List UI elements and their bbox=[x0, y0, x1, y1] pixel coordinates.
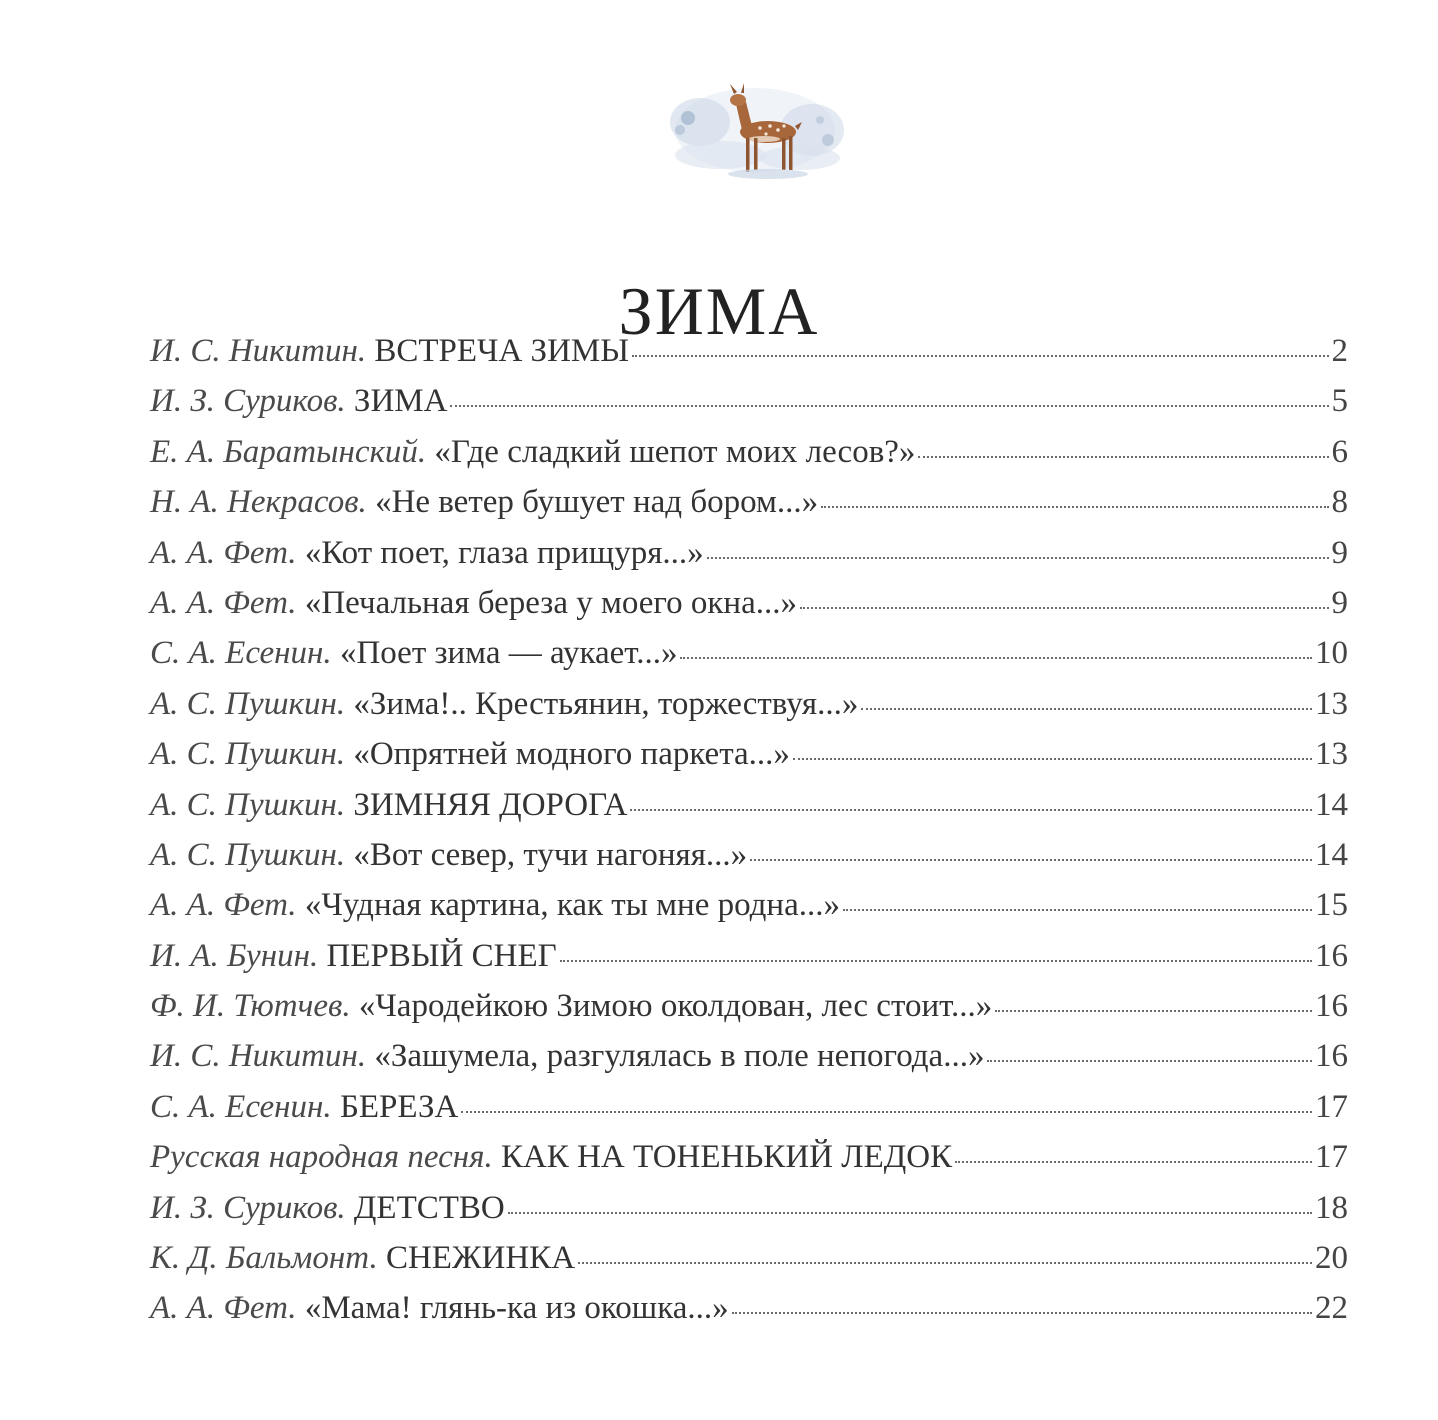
toc-author: А. А. Фет. bbox=[150, 1290, 297, 1327]
toc-page-number: 16 bbox=[1315, 988, 1348, 1025]
toc-entry[interactable] bbox=[150, 780, 1348, 830]
toc-title: «Чудная картина, как ты мне родна...» bbox=[304, 887, 840, 924]
toc-entry[interactable] bbox=[150, 1183, 1348, 1233]
toc-title: «Зашумела, разгулялась в поле непогода...» bbox=[374, 1038, 985, 1075]
toc-title: «Чародейкою Зимою околдован, лес стоит...» bbox=[358, 988, 993, 1025]
toc-entry[interactable] bbox=[150, 1233, 1348, 1283]
toc-entry[interactable] bbox=[150, 880, 1348, 930]
toc-leader-dots bbox=[861, 706, 1312, 710]
toc-page-number: 22 bbox=[1315, 1290, 1348, 1327]
toc-entry[interactable] bbox=[150, 1082, 1348, 1132]
toc-entry[interactable] bbox=[150, 1031, 1348, 1081]
toc-entry[interactable] bbox=[150, 729, 1348, 779]
toc-entry[interactable] bbox=[150, 427, 1348, 477]
toc-entry[interactable] bbox=[150, 628, 1348, 678]
toc-leader-dots bbox=[995, 1008, 1312, 1012]
toc-entry[interactable] bbox=[150, 1283, 1348, 1333]
toc-author: С. А. Есенин. bbox=[150, 635, 332, 672]
deer-icon bbox=[660, 60, 850, 190]
toc-author: И. З. Суриков. bbox=[150, 1189, 346, 1226]
toc-author: С. А. Есенин. bbox=[150, 1088, 332, 1125]
toc-page-number: 16 bbox=[1315, 1038, 1348, 1075]
toc-entry[interactable] bbox=[150, 326, 1348, 376]
toc-leader-dots bbox=[450, 403, 1328, 407]
toc-title: КАК НА ТОНЕНЬКИЙ ЛЕДОК bbox=[500, 1139, 953, 1176]
toc-entry[interactable] bbox=[150, 1132, 1348, 1182]
toc-title: «Кот поет, глаза прищуря...» bbox=[304, 534, 704, 571]
toc-leader-dots bbox=[843, 907, 1312, 911]
toc-title: ПЕРВЫЙ СНЕГ bbox=[326, 937, 557, 974]
toc-title: «Вот север, тучи нагоняя...» bbox=[353, 836, 748, 873]
toc-leader-dots bbox=[955, 1159, 1312, 1163]
toc-leader-dots bbox=[987, 1058, 1312, 1062]
toc-page-number: 16 bbox=[1315, 937, 1348, 974]
toc-page-number: 18 bbox=[1315, 1189, 1348, 1226]
toc-leader-dots bbox=[632, 353, 1328, 357]
toc-entry[interactable] bbox=[150, 830, 1348, 880]
toc-entry[interactable] bbox=[150, 477, 1348, 527]
toc-leader-dots bbox=[918, 454, 1328, 458]
toc-author: А. А. Фет. bbox=[150, 887, 297, 924]
toc-page-number: 2 bbox=[1331, 333, 1348, 369]
toc-title: «Мама! глянь-ка из окошка...» bbox=[304, 1290, 729, 1327]
toc-author: А. С. Пушкин. bbox=[150, 736, 346, 773]
toc-title: «Где сладкий шепот моих лесов?» bbox=[434, 433, 916, 470]
toc-leader-dots bbox=[508, 1210, 1312, 1214]
toc-leader-dots bbox=[707, 555, 1329, 559]
toc-title: «Поет зима — аукает...» bbox=[339, 635, 678, 672]
toc-title: ДЕТСТВО bbox=[353, 1189, 505, 1226]
toc-leader-dots bbox=[750, 857, 1312, 861]
toc-page-number: 13 bbox=[1315, 736, 1348, 773]
toc-author: А. С. Пушкин. bbox=[150, 786, 346, 823]
toc-leader-dots bbox=[630, 807, 1312, 811]
toc-entry[interactable] bbox=[150, 376, 1348, 426]
toc-entry[interactable] bbox=[150, 931, 1348, 981]
toc-page-number: 5 bbox=[1331, 383, 1348, 420]
section-title: ЗИМА bbox=[618, 272, 820, 349]
toc-author: А. С. Пушкин. bbox=[150, 685, 346, 722]
toc-leader-dots bbox=[461, 1109, 1312, 1113]
toc-title: «Печальная береза у моего окна...» bbox=[304, 584, 797, 621]
toc-page-number: 20 bbox=[1315, 1240, 1348, 1277]
toc-title: ЗИМНЯЯ ДОРОГА bbox=[353, 786, 628, 823]
toc-author: И. С. Никитин. bbox=[150, 333, 367, 369]
toc-page-number: 8 bbox=[1331, 484, 1348, 521]
toc-leader-dots bbox=[793, 756, 1312, 760]
toc-page-number: 10 bbox=[1315, 635, 1348, 672]
toc-title: «Зима!.. Крестьянин, торжествуя...» bbox=[353, 685, 859, 722]
toc-leader-dots bbox=[560, 958, 1312, 962]
toc-leader-dots bbox=[578, 1260, 1312, 1264]
table-of-contents bbox=[150, 326, 1348, 1334]
toc-author: И. З. Суриков. bbox=[150, 383, 346, 420]
toc-page-number: 9 bbox=[1331, 584, 1348, 621]
toc-leader-dots bbox=[821, 504, 1328, 508]
toc-leader-dots bbox=[800, 605, 1329, 609]
toc-page-number: 9 bbox=[1331, 534, 1348, 571]
toc-title: «Опрятней модного паркета...» bbox=[353, 736, 790, 773]
toc-title: ВСТРЕЧА ЗИМЫ bbox=[374, 333, 630, 369]
toc-author: К. Д. Бальмонт. bbox=[150, 1240, 378, 1277]
toc-author: Н. А. Некрасов. bbox=[150, 484, 367, 521]
toc-author: И. А. Бунин. bbox=[150, 937, 319, 974]
toc-page-number: 14 bbox=[1315, 786, 1348, 823]
toc-title: ЗИМА bbox=[353, 383, 448, 420]
toc-title: СНЕЖИНКА bbox=[385, 1240, 576, 1277]
toc-entry[interactable] bbox=[150, 528, 1348, 578]
toc-entry[interactable] bbox=[150, 578, 1348, 628]
toc-author: И. С. Никитин. bbox=[150, 1038, 367, 1075]
toc-title: БЕРЕЗА bbox=[339, 1088, 459, 1125]
toc-author: А. А. Фет. bbox=[150, 584, 297, 621]
toc-author: Е. А. Баратынский. bbox=[150, 433, 427, 470]
toc-page-number: 6 bbox=[1331, 433, 1348, 470]
toc-entry[interactable] bbox=[150, 679, 1348, 729]
toc-leader-dots bbox=[680, 655, 1312, 659]
toc-title: «Не ветер бушует над бором...» bbox=[375, 484, 819, 521]
toc-author: А. С. Пушкин. bbox=[150, 836, 346, 873]
toc-page-number: 17 bbox=[1315, 1088, 1348, 1125]
toc-author: А. А. Фет. bbox=[150, 534, 297, 571]
toc-page-number: 13 bbox=[1315, 685, 1348, 722]
toc-page-number: 15 bbox=[1315, 887, 1348, 924]
deer-in-snow-illustration bbox=[660, 60, 850, 190]
toc-author: Ф. И. Тютчев. bbox=[150, 988, 351, 1025]
toc-entry[interactable] bbox=[150, 981, 1348, 1031]
toc-page-number: 17 bbox=[1315, 1139, 1348, 1176]
toc-page-number: 14 bbox=[1315, 836, 1348, 873]
toc-author: Русская народная песня. bbox=[150, 1139, 493, 1176]
toc-leader-dots bbox=[732, 1310, 1312, 1314]
